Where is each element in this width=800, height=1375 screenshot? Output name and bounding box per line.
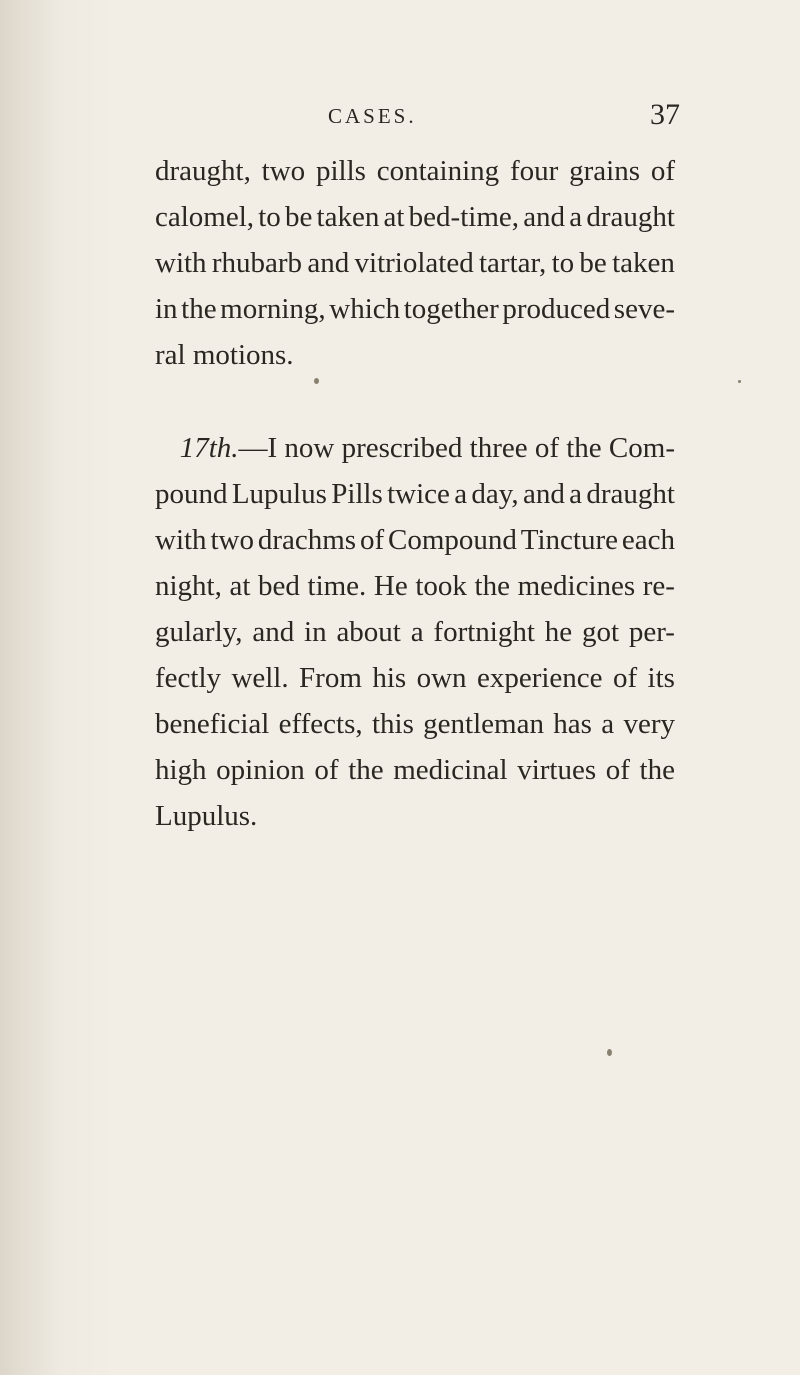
text-line: fectly well. From his own experience of its [155,662,675,694]
text-line: Lupulus. [155,800,258,832]
text-line: night, at bed time. He took the medicines re- [155,570,675,602]
text-line: with two drachms of Compound Tincture each [155,524,675,556]
entry-date: 17th. [179,432,239,464]
text-line: calomel, to be taken at bed-time, and a draught [155,201,675,233]
text-line: pound Lupulus Pills twice a day, and a draught [155,478,675,510]
text-line: beneficial effects, this gentleman has a very [155,708,675,740]
page-number: 37 [650,98,680,131]
paper-speck [738,380,741,383]
paper-speck [314,378,319,384]
paragraph-gap [155,378,675,425]
text-line: in the morning, which together produced seve- [155,293,675,325]
paper-speck [607,1049,612,1056]
entry-text: —I now prescribed three of the Com- [238,432,675,464]
indent [155,425,180,471]
text-line: draught, two pills containing four grains of [155,155,675,187]
text-line: gularly, and in about a fortnight he got per- [155,616,675,648]
text-line: with rhubarb and vitriolated tartar, to be taken [155,247,675,279]
running-head [160,100,680,140]
text-line-dated [155,425,675,471]
body-text [155,148,675,839]
running-head-title: CASES. [328,104,417,128]
text-line: ral motions. [155,339,294,371]
text-line: high opinion of the medicinal virtues of the [155,754,675,786]
